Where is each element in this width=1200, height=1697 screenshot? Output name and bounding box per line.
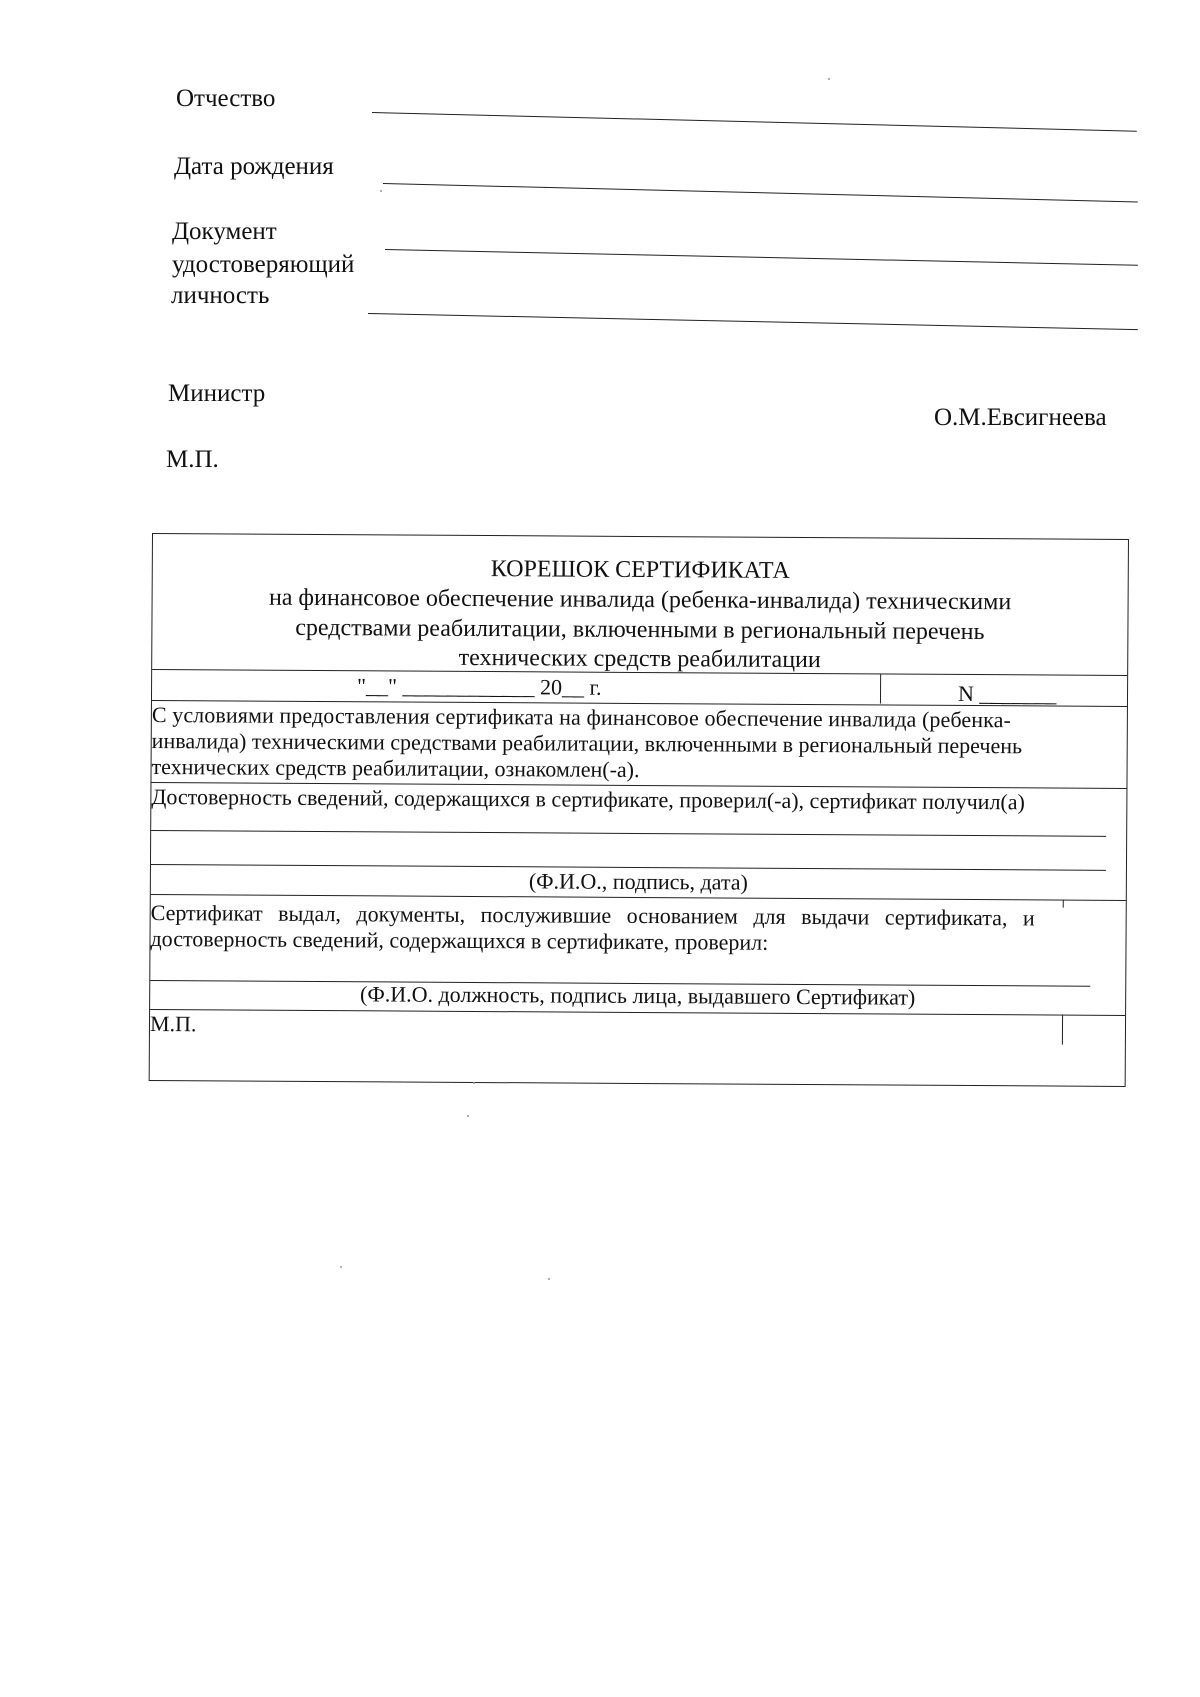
minister-title: Министр <box>168 380 266 407</box>
birth-date-label: Дата рождения <box>174 153 334 180</box>
stub-subtitle-line-1: на финансовое обеспечение инвалида (ребенка-инвалида) техническими <box>268 584 1012 616</box>
conditions-text-line-1: С условиями предоставления сертификата на финансовое обеспечение инвалида (ребенка- <box>151 702 1011 733</box>
stub-subtitle-line-3: технических средств реабилитации <box>458 644 821 674</box>
recipient-line-1[interactable] <box>151 830 1106 837</box>
patronymic-line[interactable] <box>372 112 1137 132</box>
stub-divider <box>880 673 881 703</box>
stub-divider <box>1063 900 1064 908</box>
recipient-caption: (Ф.И.О., подпись, дата) <box>528 868 748 895</box>
id-document-label-line-3: личность <box>171 282 270 309</box>
scan-speck <box>548 1278 550 1280</box>
verified-received-text: Достоверность сведений, содержащихся в сертификате, проверил(-а), сертификат получил(а) <box>151 784 1025 815</box>
stub-date-field[interactable]: "__" ____________ 20__ г. <box>356 673 602 700</box>
conditions-text-line-3: технических средств реабилитации, ознакомлен(-а). <box>151 754 640 782</box>
scan-speck <box>467 1115 469 1117</box>
issued-text-line-1: Сертификат выдал, документы, послужившие основанием для выдачи сертификата, и <box>150 899 1035 931</box>
certificate-stub <box>149 533 1129 1087</box>
issuer-caption: (Ф.И.О. должность, подпись лица, выдавшего Сертификат) <box>359 981 916 1010</box>
minister-name: О.М.Евсигнеева <box>934 404 1107 431</box>
scan-speck <box>473 1082 475 1084</box>
id-document-label-line-1: Документ <box>172 218 277 245</box>
scan-speck <box>828 78 830 80</box>
id-document-line-2[interactable] <box>368 313 1138 330</box>
stub-number-field[interactable]: N _______ <box>957 680 1057 707</box>
id-document-line-1[interactable] <box>385 249 1138 266</box>
id-document-label-line-2: удостоверяющий <box>172 251 355 278</box>
stub-divider <box>1062 1015 1063 1045</box>
scan-speck <box>340 1266 342 1268</box>
issued-text-line-2: достоверность сведений, содержащихся в сертификате, проверил: <box>150 925 769 955</box>
stub-stamp-label: М.П. <box>149 1010 197 1037</box>
birth-date-line[interactable] <box>383 183 1138 202</box>
scan-speck <box>380 190 382 192</box>
stamp-place-label: М.П. <box>166 446 219 473</box>
patronymic-label: Отчество <box>176 85 276 112</box>
conditions-text-line-2: инвалида) техническими средствами реабилитации, включенными в региональный перечень <box>151 728 1023 759</box>
stub-subtitle-line-2: средствами реабилитации, включенными в региональный перечень <box>295 614 985 646</box>
stub-heading: КОРЕШОК СЕРТИФИКАТА <box>490 556 790 584</box>
